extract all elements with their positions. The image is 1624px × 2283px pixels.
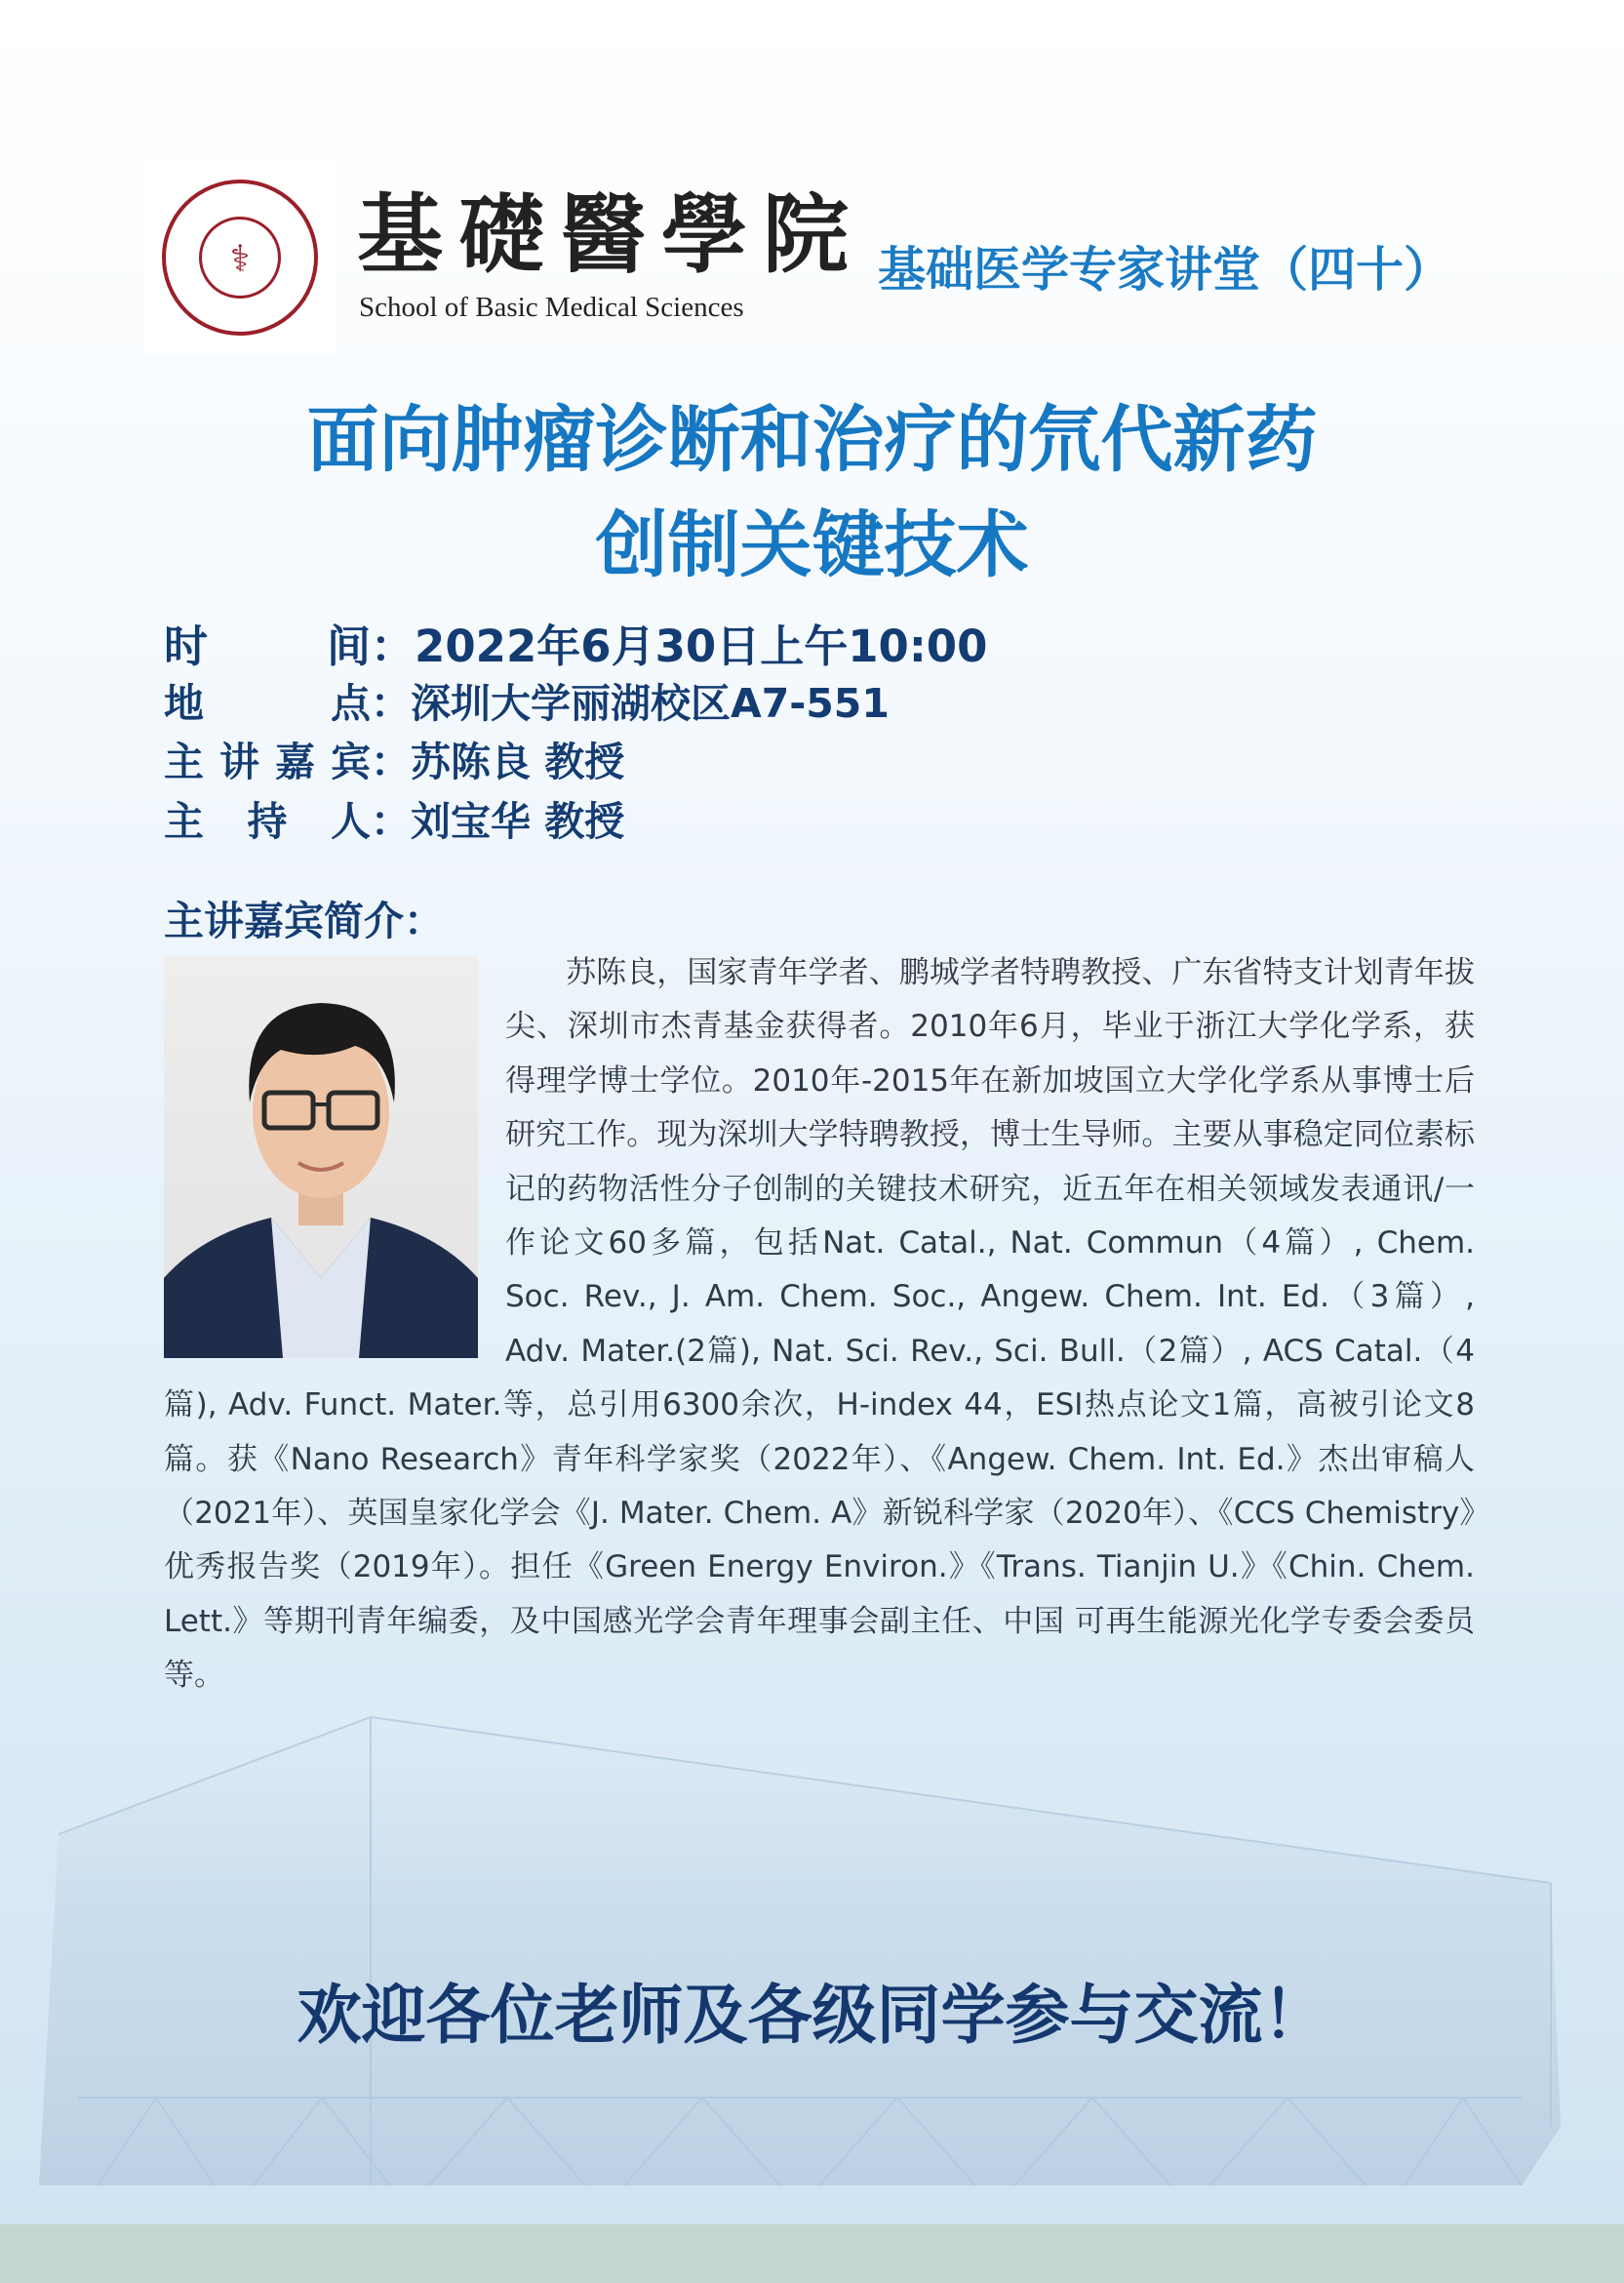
place-label: 地点 [164, 680, 371, 727]
place-value: 深圳大学丽湖校区A7-551 [411, 680, 890, 727]
title-line-2: 创制关键技术 [595, 503, 1029, 587]
host-value: 刘宝华 教授 [411, 798, 625, 845]
school-name-en: School of Basic Medical Sciences [359, 292, 744, 323]
info-speaker: 主讲嘉宾：苏陈良 教授 [164, 739, 625, 785]
lecture-series: 基础医学专家讲堂（四十） [878, 242, 1452, 298]
school-logo [144, 162, 336, 353]
time-value: 2022年6月30日上午10:00 [415, 621, 988, 672]
school-seal-logo: ⚕ [162, 180, 318, 336]
bio-heading: 主讲嘉宾简介： [164, 898, 444, 944]
time-label: 时间 [164, 621, 371, 672]
speaker-label: 主讲嘉宾 [164, 739, 371, 785]
bio-text: 苏陈良，国家青年学者、鹏城学者特聘教授、广东省特支计划青年拔尖、深圳市杰青基金获得者。2010年6月，毕业于浙江大学化学系，获得理学博士学位。2010年-2015年在新加坡国立大学化学系从事博士后研究工作。现为深圳大学特聘教授，博士生导师。主要从事稳定同位素标记的药物活性分子创制的关键技术研究，近五年在相关领域发表通讯/一作论文60多篇，包括Nat. Catal., Nat. Commun（4篇）, Chem. Soc. Rev., J. Am. Chem. Soc., Angew. Chem. Int. Ed.（3篇）, Adv. Mater.(2篇), Nat. Sci. Rev., Sci. Bull.（2篇）, ACS Catal.（4篇), Adv. Funct. Mater.等，总引用6300余次，H-index 44，ESI热点论文1篇，高被引论文8篇。获《Nano Research》青年科学家奖（2022年）、《Angew. Chem. Int. Ed.》杰出审稿人（2021年）、英国皇家化学会《J. Mater. Chem. A》新锐科学家（2020年）、《CCS Chemistry》优秀报告奖（2019年）。担任《Green Energy Environ.》《Trans. Tianjin U.》《Chin. Chem. Lett.》等期刊青年编委，及中国感光学会青年理事会副主任、中国 可再生能源光化学专委会委员等。 [164, 955, 1475, 1694]
speaker-value: 苏陈良 教授 [411, 739, 625, 785]
info-time: 时间：2022年6月30日上午10:00 [164, 621, 988, 672]
title-line-1: 面向肿瘤诊断和治疗的氘代新药 [306, 398, 1318, 482]
info-host: 主持人：刘宝华 教授 [164, 798, 625, 845]
welcome-message: 欢迎各位老师及各级同学参与交流！ [297, 1978, 1327, 2053]
school-name-cn: 基礎醫學院 [357, 183, 865, 285]
info-place: 地点：深圳大学丽湖校区A7-551 [164, 680, 890, 727]
host-label: 主持人 [164, 798, 371, 845]
